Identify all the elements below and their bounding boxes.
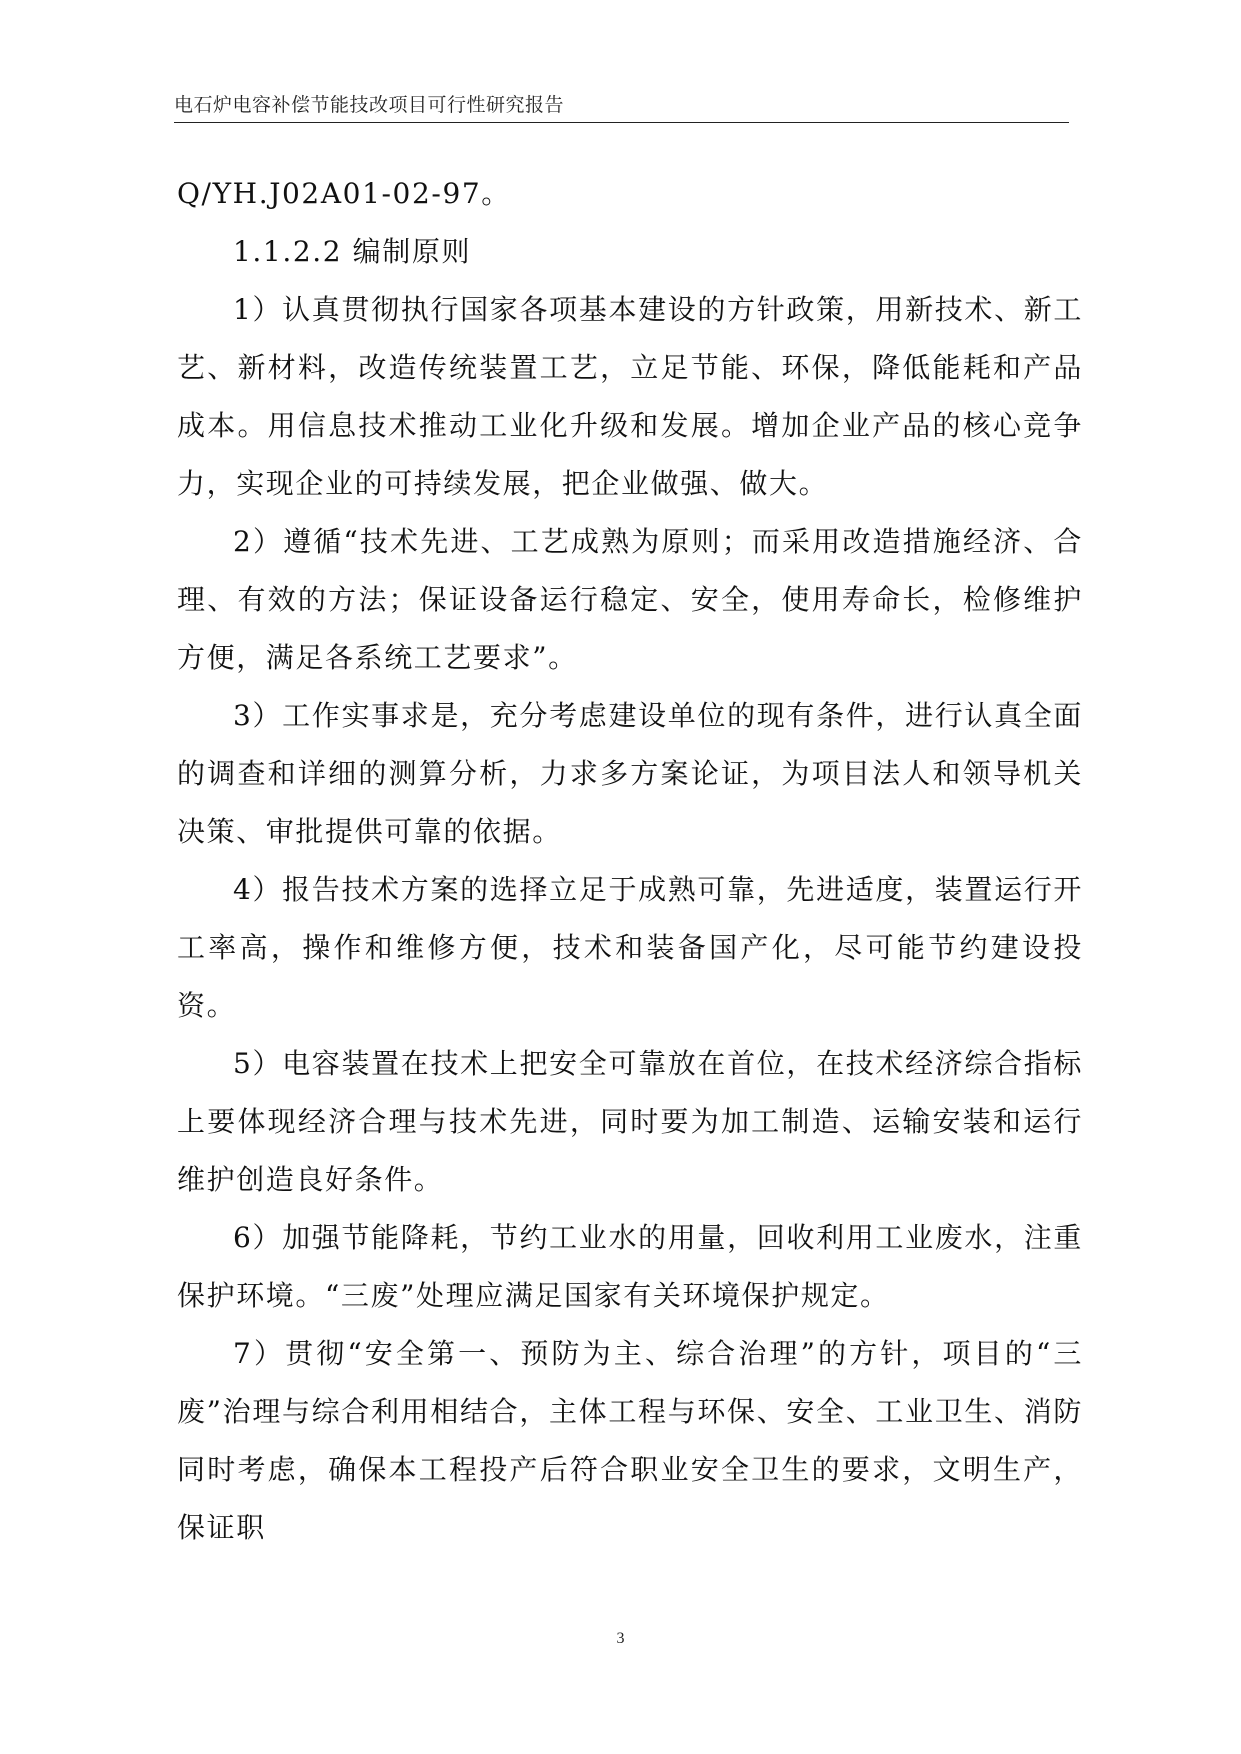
principle-item-5: 5）电容装置在技术上把安全可靠放在首位，在技术经济综合指标上要体现经济合理与技术先进，同时要为加工制造、运输安装和运行维护创造良好条件。	[177, 1047, 1083, 1196]
document-body	[177, 165, 1083, 1557]
section-heading: 1.1.2.2 编制原则	[233, 235, 472, 268]
principle-item-3: 3）工作实事求是，充分考虑建设单位的现有条件，进行认真全面的调查和详细的测算分析，力求多方案论证，为项目法人和领导机关决策、审批提供可靠的依据。	[177, 699, 1083, 848]
page-number: 3	[616, 1630, 625, 1647]
header-title: 电石炉电容补偿节能技改项目可行性研究报告	[174, 94, 565, 116]
principle-item-7: 7）贯彻“安全第一、预防为主、综合治理”的方针，项目的“三废”治理与综合利用相结合，主体工程与环保、安全、工业卫生、消防同时考虑，确保本工程投产后符合职业安全卫生的要求，文明生产，保证职	[177, 1337, 1083, 1544]
principle-item-2: 2）遵循“技术先进、工艺成熟为原则；而采用改造措施经济、合理、有效的方法；保证设备运行稳定、安全，使用寿命长，检修维护方便，满足各系统工艺要求”。	[177, 525, 1083, 674]
paragraph-standard-code: Q/YH.J02A01-02-97。	[177, 177, 511, 210]
principle-item-4: 4）报告技术方案的选择立足于成熟可靠，先进适度，装置运行开工率高，操作和维修方便，技术和装备国产化，尽可能节约建设投资。	[177, 873, 1083, 1022]
principle-item-1: 1）认真贯彻执行国家各项基本建设的方针政策，用新技术、新工艺、新材料，改造传统装置工艺，立足节能、环保，降低能耗和产品成本。用信息技术推动工业化升级和发展。增加企业产品的核心竞争力，实现企业的可持续发展，把企业做强、做大。	[177, 293, 1083, 500]
page-header	[174, 94, 1069, 123]
principle-item-6: 6）加强节能降耗，节约工业水的用量，回收利用工业废水，注重保护环境。“三废”处理应满足国家有关环境保护规定。	[177, 1221, 1083, 1312]
